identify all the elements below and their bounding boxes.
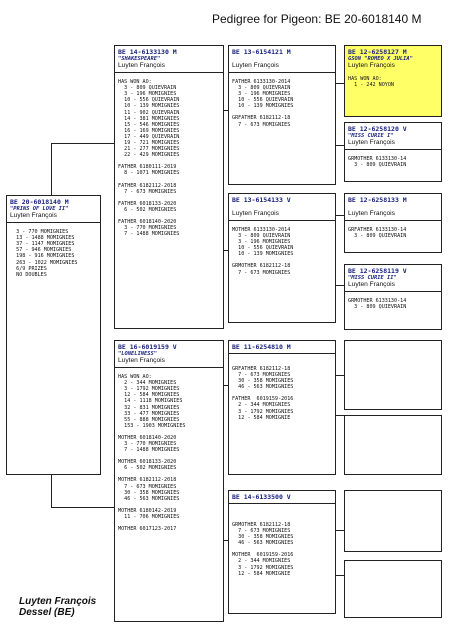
result-line: 153 - 1903 MOMIGNIES <box>118 422 186 429</box>
note-heading: MOTHER 6019159-2016 <box>232 552 294 559</box>
father-card[interactable] <box>114 45 224 329</box>
note-heading: MOTHER 6017123-2017 <box>118 525 177 532</box>
father-header <box>115 46 223 73</box>
note-line: 3 - 1792 MOMIGNIES <box>232 408 294 415</box>
paternal-grandmother-card[interactable] <box>228 193 336 323</box>
note-line: 30 - 358 MOMIGNIES <box>232 378 294 385</box>
card-header <box>229 341 335 354</box>
result-line: 3 - 1792 MOMIGNIES <box>118 386 180 393</box>
ring-number: BE 16-6019159 V <box>118 343 177 351</box>
result-line: 19 - 721 MOMIGNIES <box>118 140 180 147</box>
notes-block <box>348 76 438 88</box>
footer-city: Dessel (BE) <box>19 607 75 618</box>
results-list <box>118 380 220 429</box>
note-line: 10 - 556 QUIEVRAIN <box>232 97 294 104</box>
breeder-name: Luyten François <box>232 210 279 217</box>
note-line: 3 - 196 MOMIGNIES <box>232 239 291 246</box>
note-heading: GRFATHER 6133130-14 <box>348 227 407 233</box>
result-line: 3 - 196 MOMIGNIES <box>118 91 177 98</box>
breeder-name: Luyten François <box>118 62 165 70</box>
connector-line <box>336 215 344 216</box>
note-line: 7 - 673 MOMIGNIES <box>118 188 177 195</box>
result-line: NO DOUBLES <box>10 271 47 278</box>
paternal-grandfather-card[interactable] <box>228 45 336 185</box>
page-title: Pedigree for Pigeon: BE 20-6018140 M <box>212 12 422 26</box>
connector-line <box>51 474 52 508</box>
note-line: 3 - 809 QUIEVRAIN <box>348 304 407 311</box>
notes-block <box>232 79 332 128</box>
connector-line <box>51 143 52 195</box>
connector-line <box>51 143 114 144</box>
results-list <box>118 85 220 158</box>
note-heading: GRFATHER 6182112-18 <box>232 115 291 122</box>
note-line: 7 - 673 MOMIGNIES <box>232 121 291 128</box>
result-line: 10 - 556 QUIEVRAIN <box>118 97 180 104</box>
note-heading: FATHER 6133130-2014 <box>232 79 291 85</box>
notes-block <box>348 298 438 310</box>
result-line: 3 - 770 MOMIGNIES <box>10 229 69 236</box>
note-line: 8 - 1071 MOMIGNIES <box>118 170 180 177</box>
note-line: 3 - 1792 MOMIGNIES <box>232 564 294 571</box>
card-header <box>229 194 335 221</box>
ring-number: BE 14-6133130 M <box>118 48 177 56</box>
result-line: 14 - 1118 MOMIGNIES <box>118 398 183 405</box>
empty-pedigree-card[interactable] <box>344 490 442 552</box>
breeder-name: Luyten François <box>10 212 57 220</box>
note-line: 10 - 139 MOMIGNIES <box>232 251 294 258</box>
maternal-grandmother-card[interactable] <box>228 490 336 614</box>
result-line: 22 - 429 MOMIGNIES <box>118 152 180 159</box>
note-heading: MOTHER 6133130-2014 <box>232 227 291 233</box>
note-heading: MOTHER 6018140-2020 <box>118 434 177 441</box>
empty-pedigree-card[interactable] <box>344 560 442 618</box>
ring-number: BE 12-6258133 M <box>348 196 407 204</box>
note-line: 30 - 358 MOMIGNIES <box>118 489 180 496</box>
breeder-name: Luyten François <box>348 62 395 70</box>
maternal-grandfather-card[interactable] <box>228 340 336 475</box>
connector-line <box>336 530 344 531</box>
note-line: 12 - 584 MOMIGNIE <box>232 570 291 577</box>
note-heading: GRFATHER 6182112-18 <box>232 366 291 372</box>
result-line: 37 - 1147 MOMIGNIES <box>10 241 75 248</box>
connector-line <box>336 415 344 416</box>
breeder-name: Luyten François <box>348 139 395 147</box>
note-line: 3 - 770 MOMIGNIES <box>118 224 177 231</box>
note-heading: MOTHER 6182112-2018 <box>118 477 177 484</box>
note-heading: GRMOTHER 6182112-18 <box>232 522 291 528</box>
note-line: 30 - 358 MOMIGNIES <box>232 534 294 541</box>
card-header <box>229 491 335 504</box>
ring-number: BE 13-6154121 M <box>232 48 291 56</box>
note-line: 46 - 563 MOMIGNIES <box>232 384 294 391</box>
result-line: 55 - 888 MOMIGNIES <box>118 416 180 423</box>
note-heading: GRMOTHER 6182112-18 <box>232 263 291 270</box>
result-line: 263 - 1022 MOMIGNIES <box>10 259 78 266</box>
note-line: 7 - 1488 MOMIGNIES <box>118 231 180 238</box>
breeder-footer <box>19 596 96 618</box>
great-grandfather-card-2[interactable] <box>344 193 442 253</box>
pigeon-name: "SHAKESPEARE" <box>118 56 161 62</box>
ring-number: BE 12-6258127 M <box>348 48 407 56</box>
results-list <box>10 229 97 278</box>
connector-line <box>336 575 344 576</box>
result-line: 15 - 546 MOMIGNIES <box>118 121 180 128</box>
result-line: 32 - 831 MOMIGNIES <box>118 404 180 411</box>
connector-line <box>336 375 344 376</box>
note-heading: FATHER 6018133-2020 <box>118 200 177 207</box>
note-line: 1 - 242 NOYON <box>348 82 395 89</box>
result-line: 2 - 344 MOMIGNIES <box>118 380 177 387</box>
result-line: 12 - 584 MOMIGNIES <box>118 392 180 399</box>
empty-pedigree-card[interactable] <box>344 415 442 475</box>
pigeon-name: "MISS CURIE II" <box>348 275 397 281</box>
won-label: HAS WON AO: <box>118 79 152 86</box>
connector-line <box>336 145 344 146</box>
mother-header <box>115 341 223 368</box>
note-line: 7 - 673 MOMIGNIES <box>118 483 177 490</box>
note-line: 10 - 139 MOMIGNIES <box>232 103 294 110</box>
result-line: 6/9 PRIZES <box>10 265 47 272</box>
note-line: 46 - 563 MOMIGNIES <box>118 495 180 502</box>
breeder-name: Luyten François <box>118 357 165 365</box>
note-line: 6 - 502 MOMIGNIES <box>118 206 177 213</box>
notes-block <box>232 366 332 421</box>
notes-block <box>348 227 438 239</box>
subject-header <box>7 196 100 223</box>
ring-number: BE 20-6018140 M <box>10 198 69 206</box>
connector-line <box>336 83 344 84</box>
result-line: 16 - 169 MOMIGNIES <box>118 127 180 134</box>
result-line: 13 - 1488 MOMIGNIES <box>10 235 75 242</box>
card-header <box>345 194 441 221</box>
result-line: 3 - 809 QUIEVRAIN <box>118 85 177 92</box>
notes-block <box>232 227 332 276</box>
note-heading: FATHER 6018140-2020 <box>118 218 177 225</box>
note-line: 3 - 196 MOMIGNIES <box>232 91 291 98</box>
note-line: 6 - 502 MOMIGNIES <box>118 465 177 472</box>
empty-pedigree-card[interactable] <box>344 340 442 410</box>
note-line: 2 - 344 MOMIGNIES <box>232 402 291 409</box>
note-heading: HAS WON AO: <box>348 76 382 83</box>
note-line: 10 - 556 QUIEVRAIN <box>232 245 294 252</box>
result-line: 198 - 916 MOMIGNIES <box>10 253 75 260</box>
great-grandmother-card-1[interactable] <box>344 122 442 182</box>
breeder-name: Luyten François <box>348 210 395 217</box>
note-heading: MOTHER 6018133-2020 <box>118 459 177 466</box>
pigeon-name: "LONELINESS" <box>118 351 157 357</box>
connector-line <box>336 285 344 286</box>
card-header <box>229 46 335 73</box>
note-heading: FATHER 6019159-2016 <box>232 396 294 403</box>
result-line: 10 - 139 MOMIGNIES <box>118 103 180 110</box>
note-heading: FATHER 6180111-2019 <box>118 164 177 171</box>
notes-block <box>232 522 332 577</box>
great-grandfather-card-1[interactable] <box>344 45 442 117</box>
note-line: 3 - 770 MOMIGNIES <box>118 441 177 448</box>
notes-block <box>118 158 220 237</box>
note-line: 3 - 809 QUIEVRAIN <box>348 233 407 240</box>
great-grandmother-card-2[interactable] <box>344 264 442 330</box>
notes-block <box>348 156 438 168</box>
card-header <box>345 123 441 150</box>
breeder-name: Luyten François <box>348 281 395 289</box>
pigeon-name: "MISS CURIE I" <box>348 133 394 139</box>
result-line: 21 - 277 MOMIGNIES <box>118 146 180 153</box>
note-line: 7 - 673 MOMIGNIES <box>232 528 291 535</box>
card-header <box>345 265 441 292</box>
ring-number: BE 14-6133500 V <box>232 493 291 501</box>
note-line: 12 - 584 MOMIGNIE <box>232 414 291 421</box>
breeder-name: Luyten François <box>232 62 279 69</box>
result-line: 33 - 477 MOMIGNIES <box>118 410 180 417</box>
note-line: 3 - 809 QUIEVRAIN <box>232 85 291 92</box>
note-line: 7 - 673 MOMIGNIES <box>232 269 291 276</box>
ring-number: BE 12-6258119 V <box>348 267 407 275</box>
won-label: HAS WON AO: <box>118 374 152 381</box>
ring-number: BE 13-6154133 V <box>232 196 291 204</box>
result-line: 11 - 902 QUIEVRAIN <box>118 109 180 116</box>
ring-number: BE 12-6258120 V <box>348 125 407 133</box>
note-heading: GRMOTHER 6133130-14 <box>348 156 407 163</box>
note-line: 3 - 809 QUIEVRAIN <box>232 233 291 240</box>
connector-line <box>51 507 114 508</box>
note-line: 46 - 563 MOMIGNIES <box>232 540 294 547</box>
pigeon-name: "PRINS OF LOVE II" <box>10 206 69 212</box>
subject-pigeon-card[interactable] <box>6 195 101 475</box>
note-line: 2 - 344 MOMIGNIES <box>232 558 291 565</box>
result-line: 17 - 449 QUIEVRAIN <box>118 133 180 140</box>
result-line: 14 - 381 MOMIGNIES <box>118 115 180 122</box>
notes-block <box>118 429 220 532</box>
note-line: 7 - 673 MOMIGNIES <box>232 372 291 379</box>
note-heading: FATHER 6182112-2018 <box>118 182 177 189</box>
note-heading: MOTHER 6180142-2019 <box>118 507 177 514</box>
result-line: 57 - 946 MOMIGNIES <box>10 247 72 254</box>
mother-card[interactable] <box>114 340 224 622</box>
footer-breeder-name: Luyten François <box>19 596 97 607</box>
pigeon-name: GSON "ROMEO X JULIA" <box>348 56 413 62</box>
note-heading: GRMOTHER 6133130-14 <box>348 298 407 305</box>
note-line: 3 - 809 QUIEVRAIN <box>348 162 407 169</box>
note-line: 11 - 706 MOMIGNIES <box>118 513 180 520</box>
ring-number: BE 11-6254810 M <box>232 343 291 351</box>
note-line: 7 - 1488 MOMIGNIES <box>118 447 180 454</box>
